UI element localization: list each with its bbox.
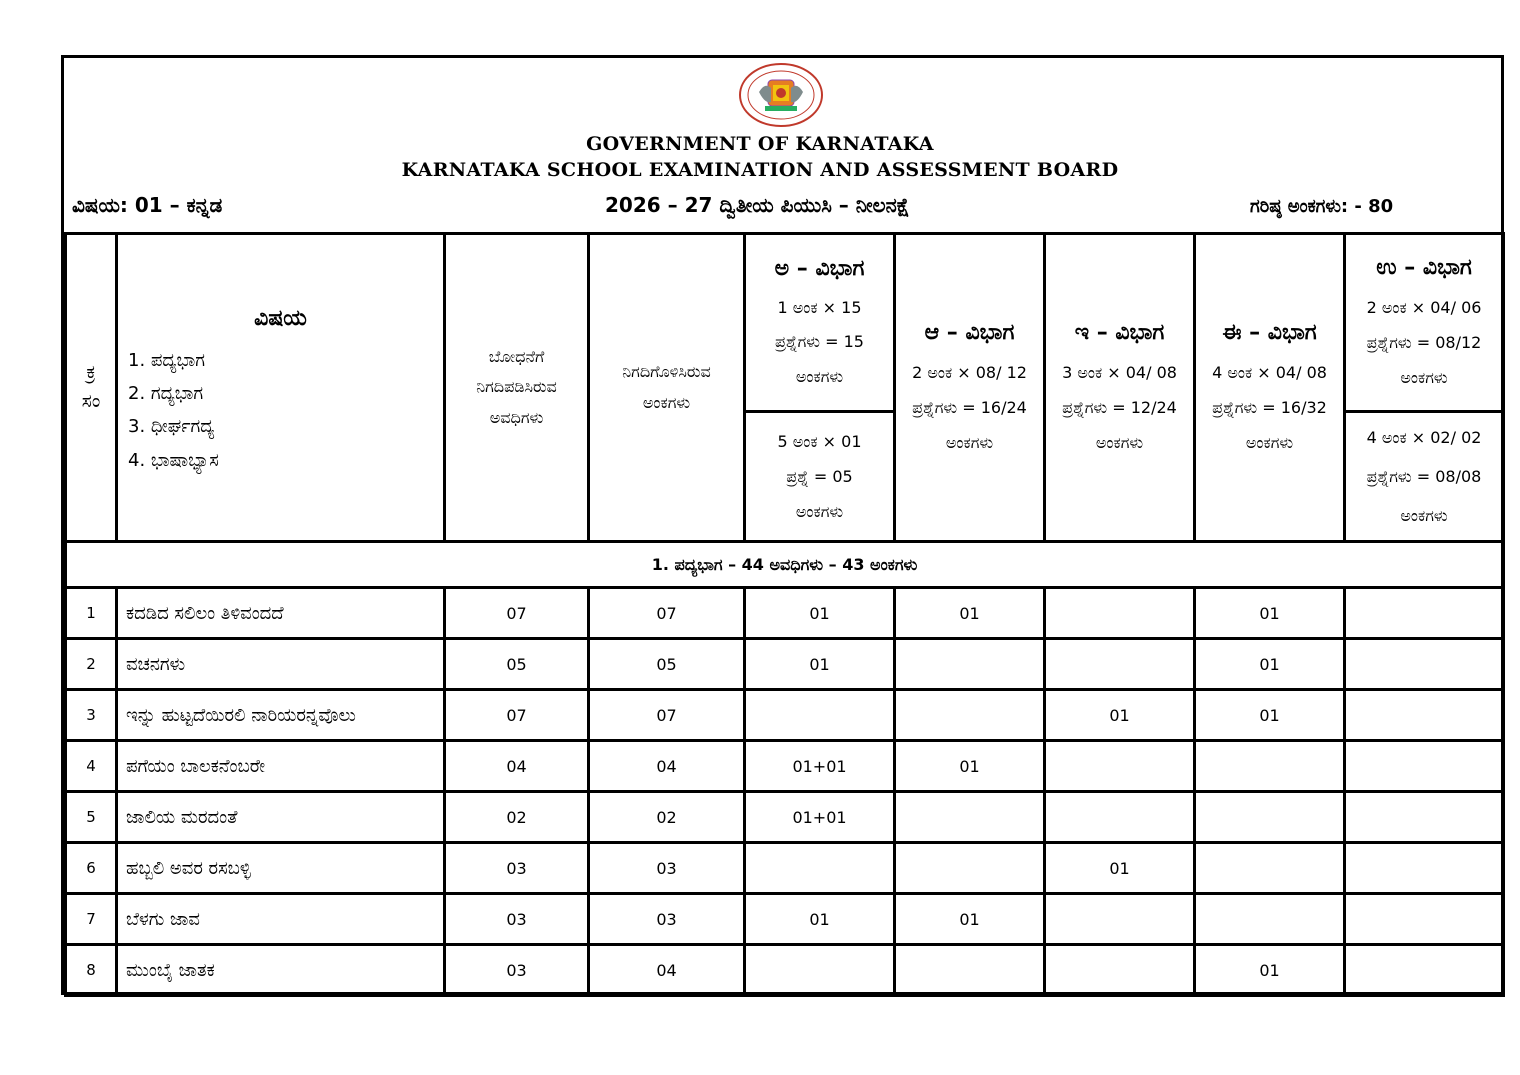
row-section-u <box>1345 690 1504 741</box>
table-row <box>66 741 1504 792</box>
row-section-u <box>1345 639 1504 690</box>
header-line-2: KARNATAKA SCHOOL EXAMINATION AND ASSESSMENT BOARD <box>401 159 1119 181</box>
column-subject-title: ವಿಷಯ <box>254 306 307 331</box>
table-row <box>66 690 1504 741</box>
row-lesson-name: ಇನ್ನು ಹುಟ್ಟದೆಯಿರಲಿ ನಾರಿಯರನ್ನವೊಲು <box>117 690 445 741</box>
row-section-ii <box>1195 894 1345 945</box>
row-section-aa <box>895 639 1045 690</box>
row-section-a: 01+01 <box>745 792 895 843</box>
row-periods: 07 <box>445 588 589 639</box>
section-heading-padyabhaga: 1. ಪದ್ಯಭಾಗ – 44 ಅವಧಿಗಳು – 43 ಅಂಕಗಳು <box>66 542 1504 588</box>
table-row <box>66 639 1504 690</box>
row-periods: 02 <box>445 792 589 843</box>
row-section-a: 01 <box>745 588 895 639</box>
row-section-u <box>1345 792 1504 843</box>
row-lesson-name: ಜಾಲಿಯ ಮರದಂತೆ <box>117 792 445 843</box>
row-section-a <box>745 690 895 741</box>
table-row <box>66 792 1504 843</box>
row-section-i: 01 <box>1045 843 1195 894</box>
topic-item: 3. ಧೀರ್ಘಗದ್ಯ <box>128 416 215 438</box>
table-row <box>66 588 1504 639</box>
row-section-ii <box>1195 843 1345 894</box>
row-section-u <box>1345 945 1504 996</box>
row-sno: 6 <box>66 843 117 894</box>
column-marks: ನಿಗದಿಗೊಳಿಸಿರುವ ಅಂಕಗಳು <box>589 234 745 542</box>
row-lesson-name: ಹಬ್ಬಲಿ ಅವರ ರಸಬಳ್ಳಿ <box>117 843 445 894</box>
row-section-aa: 01 <box>895 894 1045 945</box>
row-section-a <box>745 843 895 894</box>
table-row <box>66 843 1504 894</box>
row-section-ii: 01 <box>1195 690 1345 741</box>
row-sno: 8 <box>66 945 117 996</box>
row-marks: 05 <box>589 639 745 690</box>
row-section-aa <box>895 690 1045 741</box>
topic-item: 4. ಭಾಷಾಭ್ಯಾಸ <box>128 449 219 471</box>
column-section-ii: ಈ – ವಿಭಾಗ 4 ಅಂಕ × 04/ 08 ಪ್ರಶ್ನೆಗಳು = 16/32 ಅಂಕಗಳು <box>1195 234 1345 542</box>
row-section-aa: 01 <box>895 741 1045 792</box>
header-line-1: GOVERNMENT OF KARNATAKA <box>586 133 934 155</box>
topic-item: 1. ಪದ್ಯಭಾಗ <box>128 349 205 371</box>
row-sno: 3 <box>66 690 117 741</box>
row-sno: 4 <box>66 741 117 792</box>
row-section-i <box>1045 639 1195 690</box>
row-sno: 1 <box>66 588 117 639</box>
row-section-a: 01+01 <box>745 741 895 792</box>
row-marks: 04 <box>589 741 745 792</box>
row-section-ii: 01 <box>1195 588 1345 639</box>
row-section-u <box>1345 588 1504 639</box>
row-section-i <box>1045 945 1195 996</box>
row-marks: 02 <box>589 792 745 843</box>
column-section-i: ಇ – ವಿಭಾಗ 3 ಅಂಕ × 04/ 08 ಪ್ರಶ್ನೆಗಳು = 12/24 ಅಂಕಗಳು <box>1045 234 1195 542</box>
column-section-aa: ಆ – ವಿಭಾಗ 2 ಅಂಕ × 08/ 12 ಪ್ರಶ್ನೆಗಳು = 16/24 ಅಂಕಗಳು <box>895 234 1045 542</box>
column-sno: ಕ್ರ ಸಂ <box>66 234 117 542</box>
row-section-ii: 01 <box>1195 945 1345 996</box>
row-lesson-name: ಬೆಳಗು ಜಾವ <box>117 894 445 945</box>
column-section-a-part2: 5 ಅಂಕ × 01 ಪ್ರಶ್ನೆ = 05 ಅಂಕಗಳು <box>745 412 895 542</box>
row-section-i: 01 <box>1045 690 1195 741</box>
column-section-u-part2: 4 ಅಂಕ × 02/ 02 ಪ್ರಶ್ನೆಗಳು = 08/08 ಅಂಕಗಳು <box>1345 412 1504 542</box>
subject-label: ವಿಷಯ: 01 – ಕನ್ನಡ <box>72 193 223 217</box>
row-section-a <box>745 945 895 996</box>
row-section-a: 01 <box>745 639 895 690</box>
row-section-u <box>1345 843 1504 894</box>
row-section-aa <box>895 945 1045 996</box>
row-section-ii: 01 <box>1195 639 1345 690</box>
max-marks-label: ಗರಿಷ್ಠ ಅಂಕಗಳು: - 80 <box>1250 196 1394 217</box>
row-section-ii <box>1195 792 1345 843</box>
row-section-i <box>1045 792 1195 843</box>
row-marks: 07 <box>589 690 745 741</box>
karnataka-seal-icon <box>737 62 825 128</box>
row-section-aa <box>895 843 1045 894</box>
row-section-ii <box>1195 741 1345 792</box>
row-section-u <box>1345 741 1504 792</box>
row-lesson-name: ಮುಂಬೈ ಜಾತಕ <box>117 945 445 996</box>
row-marks: 07 <box>589 588 745 639</box>
topic-list <box>118 344 443 477</box>
row-sno: 5 <box>66 792 117 843</box>
row-section-aa <box>895 792 1045 843</box>
row-section-i <box>1045 588 1195 639</box>
row-marks: 04 <box>589 945 745 996</box>
row-marks: 03 <box>589 843 745 894</box>
row-periods: 03 <box>445 843 589 894</box>
row-section-aa: 01 <box>895 588 1045 639</box>
row-section-i <box>1045 741 1195 792</box>
row-periods: 05 <box>445 639 589 690</box>
row-periods: 07 <box>445 690 589 741</box>
row-periods: 03 <box>445 894 589 945</box>
row-lesson-name: ಪಗೆಯಂ ಬಾಲಕನೆಂಬರೇ <box>117 741 445 792</box>
row-lesson-name: ಕದಡಿದ ಸಲಿಲಂ ತಿಳಿವಂದದೆ <box>117 588 445 639</box>
column-periods: ಬೋಧನೆಗೆ ನಿಗದಿಪಡಿಸಿರುವ ಅವಧಿಗಳು <box>445 234 589 542</box>
row-periods: 03 <box>445 945 589 996</box>
row-section-u <box>1345 894 1504 945</box>
row-marks: 03 <box>589 894 745 945</box>
row-sno: 7 <box>66 894 117 945</box>
table-row <box>66 894 1504 945</box>
blueprint-title: 2026 – 27 ದ್ವಿತೀಯ ಪಿಯುಸಿ – ನೀಲನಕ್ಷೆ <box>605 193 910 217</box>
table-row <box>66 945 1504 996</box>
row-lesson-name: ವಚನಗಳು <box>117 639 445 690</box>
column-subject <box>117 234 445 542</box>
row-sno: 2 <box>66 639 117 690</box>
row-section-i <box>1045 894 1195 945</box>
blueprint-table <box>64 232 1505 997</box>
column-section-u-part1: ಉ – ವಿಭಾಗ 2 ಅಂಕ × 04/ 06 ಪ್ರಶ್ನೆಗಳು = 08/12 ಅಂಕಗಳು <box>1345 234 1504 412</box>
row-section-a: 01 <box>745 894 895 945</box>
column-section-a-part1: ಅ – ವಿಭಾಗ 1 ಅಂಕ × 15 ಪ್ರಶ್ನೆಗಳು = 15 ಅಂಕಗಳು <box>745 234 895 412</box>
topic-item: 2. ಗದ್ಯಭಾಗ <box>128 383 204 405</box>
row-periods: 04 <box>445 741 589 792</box>
